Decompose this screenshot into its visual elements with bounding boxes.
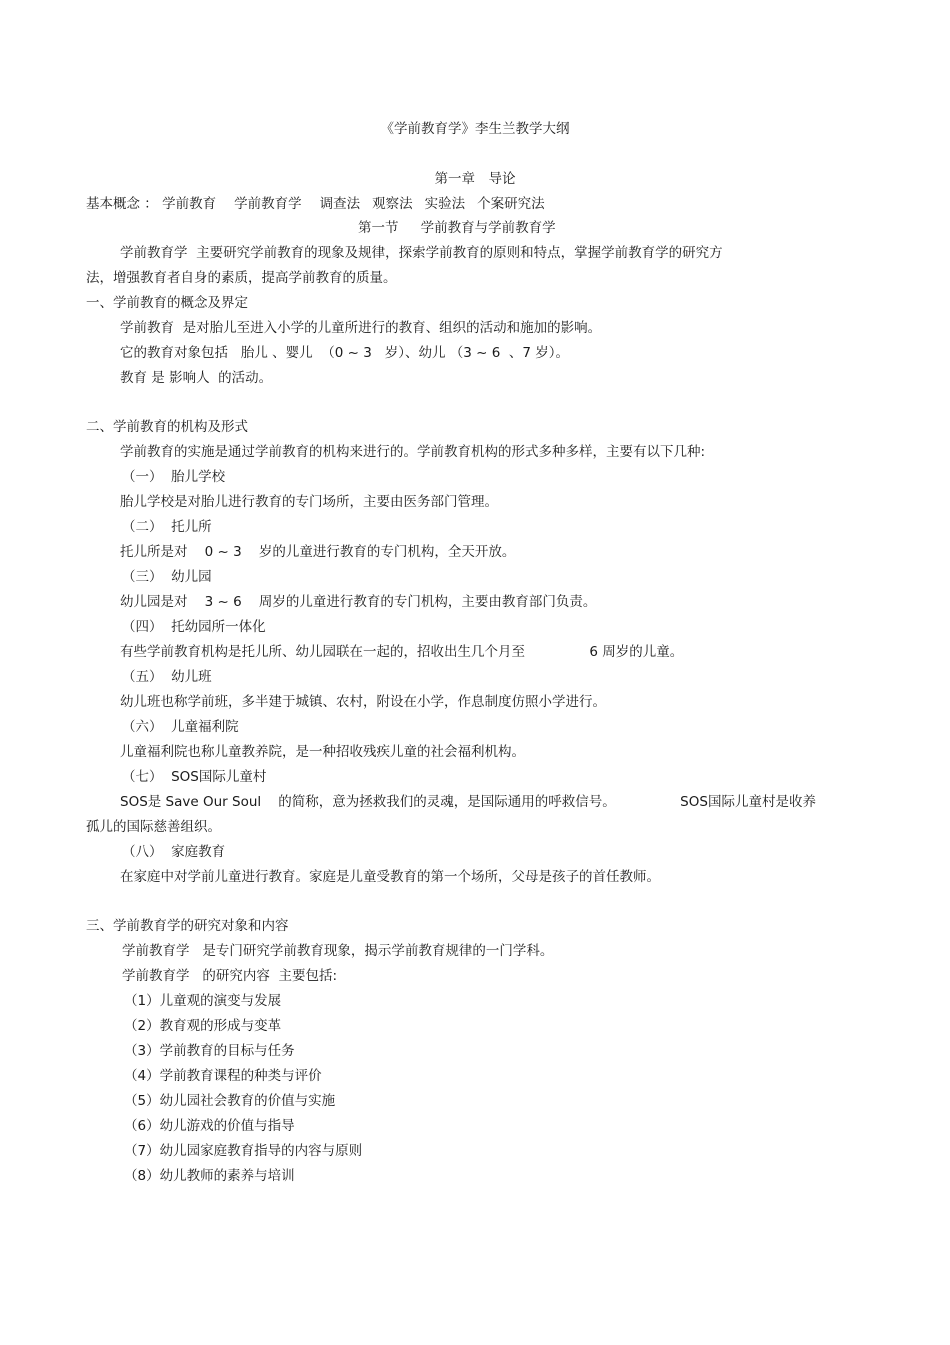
- institution-label: （五） 幼儿班: [122, 669, 212, 685]
- institution-text: 幼儿园是对 3 ~ 6 周岁的儿童进行教育的专门机构，主要由教育部门负责。: [120, 594, 597, 610]
- concept-item: 学前教育: [162, 196, 217, 212]
- institution-label: （七） SOS国际儿童村: [122, 769, 267, 785]
- part3-heading: 三、学前教育学的研究对象和内容: [86, 918, 289, 934]
- institution-label: （一） 胎儿学校: [122, 469, 226, 485]
- part3-paragraph: 学前教育学 的研究内容 主要包括:: [122, 968, 338, 984]
- part3-paragraph: 学前教育学 是专门研究学前教育现象，揭示学前教育规律的一门学科。: [122, 943, 554, 959]
- concepts-label: 基本概念 ：: [86, 196, 158, 212]
- concept-item: 实验法: [424, 196, 466, 212]
- part2-heading: 二、学前教育的机构及形式: [86, 419, 248, 435]
- part2-paragraph: 学前教育的实施是通过学前教育的机构来进行的。学前教育机构的形式多种多样，主要有以下几种:: [120, 444, 706, 460]
- institution-label: （六） 儿童福利院: [122, 719, 239, 735]
- section-heading: 第一节 学前教育与学前教育学: [358, 220, 556, 236]
- research-list-item: （1）儿童观的演变与发展: [124, 993, 282, 1009]
- basic-concepts-line: [86, 195, 545, 213]
- institution-label: （四） 托幼园所一体化: [122, 619, 266, 635]
- institution-text: 胎儿学校是对胎儿进行教育的专门场所，主要由医务部门管理。: [120, 494, 498, 510]
- research-list-item: （4）学前教育课程的种类与评价: [124, 1068, 322, 1084]
- concept-item: 调查法: [319, 196, 361, 212]
- research-list-item: （2）教育观的形成与变革: [124, 1018, 282, 1034]
- document-title: 《学前教育学》李生兰教学大纲: [380, 121, 570, 137]
- institution-text: 幼儿班也称学前班，多半建于城镇、农村，附设在小学，作息制度仿照小学进行。: [120, 694, 606, 710]
- institution-text: SOS是 Save Our Soul 的简称，意为拯救我们的灵魂，是国际通用的呼救信号。 SOS国际儿童村是收养: [120, 794, 816, 810]
- intro-paragraph-line2: 法，增强教育者自身的素质，提高学前教育的质量。: [86, 270, 397, 286]
- research-list-item: （3）学前教育的目标与任务: [124, 1043, 295, 1059]
- research-list-item: （6）幼儿游戏的价值与指导: [124, 1118, 295, 1134]
- research-list-item: （7）幼儿园家庭教育指导的内容与原则: [124, 1143, 363, 1159]
- research-list-item: （5）幼儿园社会教育的价值与实施: [124, 1093, 336, 1109]
- chapter-heading: 第一章 导论: [434, 171, 516, 187]
- institution-text: 儿童福利院也称儿童教养院，是一种招收残疾儿童的社会福利机构。: [120, 744, 525, 760]
- institution-text: 托儿所是对 0 ~ 3 岁的儿童进行教育的专门机构，全天开放。: [120, 544, 516, 560]
- research-list-item: （8）幼儿教师的素养与培训: [124, 1168, 295, 1184]
- institution-label: （三） 幼儿园: [122, 569, 212, 585]
- institution-text: 在家庭中对学前儿童进行教育。家庭是儿童受教育的第一个场所，父母是孩子的首任教师。: [120, 869, 660, 885]
- institution-label: （二） 托儿所: [122, 519, 212, 535]
- institution-text: 有些学前教育机构是托儿所、幼儿园联在一起的，招收出生几个月至 6 周岁的儿童。: [120, 644, 684, 660]
- part1-paragraph: 教育 是 影响人 的活动。: [120, 370, 273, 386]
- institution-label: （八） 家庭教育: [122, 844, 226, 860]
- concept-item: 个案研究法: [477, 196, 545, 212]
- concept-item: 观察法: [372, 196, 413, 212]
- part1-heading: 一、学前教育的概念及界定: [86, 295, 248, 311]
- concept-item: 学前教育学: [234, 196, 302, 212]
- institution-text-continued: 孤儿的国际慈善组织。: [86, 819, 221, 835]
- part1-paragraph: 学前教育 是对胎儿至进入小学的儿童所进行的教育、组织的活动和施加的影响。: [120, 320, 602, 336]
- intro-paragraph-line1: 学前教育学 主要研究学前教育的现象及规律，探索学前教育的原则和特点，掌握学前教育学的研究方: [120, 245, 723, 261]
- part1-paragraph: 它的教育对象包括 胎儿 、婴儿 （0 ~ 3 岁）、幼儿 （3 ~ 6 、7 岁）。: [120, 345, 570, 361]
